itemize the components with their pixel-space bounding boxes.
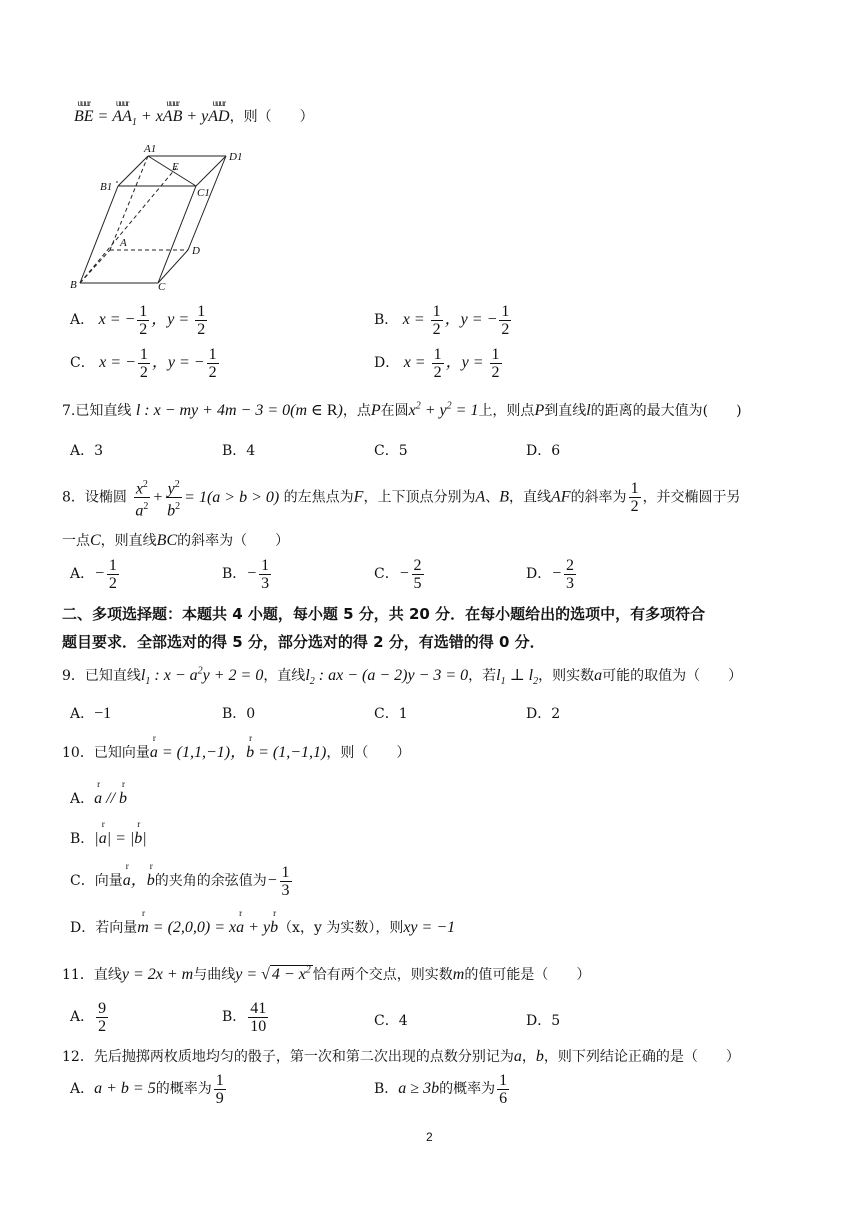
q9-option-c[interactable]: C．1 bbox=[374, 706, 408, 722]
label-a: A bbox=[120, 237, 127, 249]
q7-option-c[interactable]: C．5 bbox=[374, 443, 408, 459]
question-12: 12．先后抛掷两枚质地均匀的骰子，第一次和第二次出现的点数分别记为a，b，则下列结论正确的是（ ） bbox=[62, 1048, 740, 1065]
question-11: 11．直线y = 2x + m与曲线y = √ $4 - x^2$ 恰有两个交点，则实数m的值可能是（ ） bbox=[62, 964, 591, 983]
label-b1: B1 bbox=[100, 181, 113, 193]
label-c1: C1 bbox=[197, 187, 210, 199]
question-8-line2: 一点C，则直线BC的斜率为（ ） bbox=[62, 532, 290, 549]
question-8-line1: 8．设椭圆 $\frac{x^2}{a^2}$ + $\frac{y^2}{b^2}$ = 1(a > b > 0) 的左焦点为F，上下顶点分别为A、B，直线AF的斜率为 $\frac{1}{2}$ ，并交椭圆于另 bbox=[62, 476, 741, 520]
q8-option-c[interactable]: C．− $\frac{2}{5}$ bbox=[374, 557, 422, 592]
page-number: 2 bbox=[426, 1130, 433, 1144]
label-d: D bbox=[192, 245, 200, 257]
question-7: 7.已知直线 l : x − my + 4m − 3 = 0(m ∈ R)，点P在圆$x^2 + y^2 = 1$上，则点P到直线l的距离的最大值为( ) bbox=[62, 400, 742, 419]
q10-option-d[interactable]: D．若向量r m = (2,0,0) = xr a + yr b（x，y 为实数），则xy = −1 bbox=[70, 917, 455, 937]
q8-option-b[interactable]: B．− $\frac{1}{3}$ bbox=[222, 557, 270, 592]
q10-option-c[interactable]: C．向量r a，r b的夹角的余弦值为− $\frac{1}{3}$ bbox=[70, 864, 294, 899]
label-a1: A1 bbox=[144, 143, 157, 155]
q9-option-d[interactable]: D．2 bbox=[526, 706, 561, 722]
question-9: 9．已知直线$l_1$ : $x - a^2y + 2 = 0$，直线$l_2$ : ax − (a − 2)y − 3 = 0，若$l_1$ ⊥ $l_2$，则实数a可能的取值为（ ） bbox=[62, 665, 743, 688]
q6-option-d[interactable]: D． x = $\frac{1}{2}$ ，y = $\frac{1}{2}$ bbox=[374, 346, 500, 381]
q7-option-b[interactable]: B．4 bbox=[222, 443, 256, 459]
label-e: E bbox=[172, 161, 179, 173]
q6-option-c[interactable]: C． x = − $\frac{1}{2}$ ，y = − $\frac{1}{2}$ bbox=[70, 346, 217, 381]
q8-option-a[interactable]: A．− $\frac{1}{2}$ bbox=[70, 557, 117, 592]
q12-option-b[interactable]: B．a ≥ 3b的概率为 $\frac{1}{6}$ bbox=[374, 1072, 508, 1107]
q11-option-a[interactable]: A． $\frac{9}{2}$ bbox=[70, 1000, 107, 1035]
parallelepiped-figure bbox=[66, 140, 256, 290]
question-10: 10．已知向量r a = (1,1,−1)，r b = (1,−1,1)，则（ ） bbox=[62, 739, 410, 762]
q7-option-a[interactable]: A．3 bbox=[70, 443, 104, 459]
q8-option-d[interactable]: D．− $\frac{2}{3}$ bbox=[526, 557, 575, 592]
label-c: C bbox=[158, 281, 166, 290]
q11-option-b[interactable]: B． $\frac{41}{10}$ bbox=[222, 1000, 267, 1035]
q6-stem-tail: ，则（ ） bbox=[229, 109, 314, 125]
q7-option-d[interactable]: D．6 bbox=[526, 443, 561, 459]
q10-option-a[interactable]: A．r a // r b bbox=[70, 788, 127, 808]
section-2-heading: 二、多项选择题：本题共 4 小题，每小题 5 分，共 20 分．在每小题给出的选项中，有多项符合 bbox=[62, 605, 706, 623]
q9-option-a[interactable]: A．−1 bbox=[70, 705, 112, 722]
label-d1: D1 bbox=[229, 151, 243, 163]
label-b: B bbox=[70, 279, 77, 290]
q10-option-b[interactable]: B．|r a| = |r b| bbox=[70, 828, 147, 848]
q6-option-a[interactable]: A． x = − $\frac{1}{2}$ ，y = $\frac{1}{2}$ bbox=[70, 303, 206, 338]
q9-option-b[interactable]: B．0 bbox=[222, 706, 256, 722]
q6-option-b[interactable]: B． x = $\frac{1}{2}$ ，y = − $\frac{1}{2}$ bbox=[374, 303, 510, 338]
section-2-heading-line2: 题目要求．全部选对的得 5 分，部分选对的得 2 分，有选错的得 0 分． bbox=[62, 633, 545, 651]
q11-option-c[interactable]: C．4 bbox=[374, 1013, 408, 1029]
q12-option-a[interactable]: A．a + b = 5的概率为 $\frac{1}{9}$ bbox=[70, 1072, 224, 1107]
q11-option-d[interactable]: D．5 bbox=[526, 1013, 561, 1029]
q6-stem-math: uuur BE = uuur $AA_1$ + xuuur AB + yuuur AD，则（ ） bbox=[74, 106, 314, 128]
